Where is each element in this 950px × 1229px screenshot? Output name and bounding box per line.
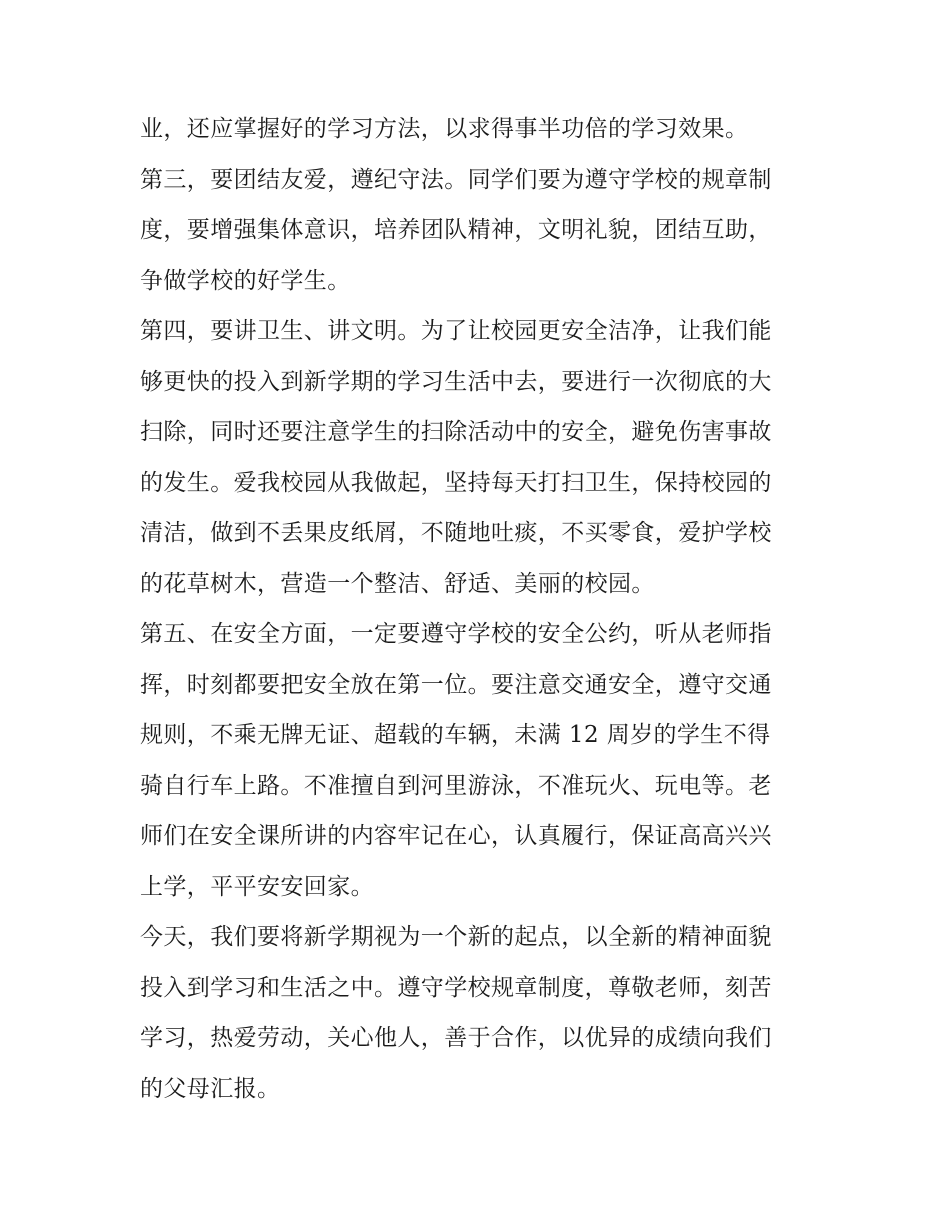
text-line: 争做学校的好学生。 xyxy=(140,267,351,294)
text-line: 业，还应掌握好的学习方法，以求得事半功倍的学习效果。 xyxy=(140,116,749,142)
text-line: 扫除，同时还要注意学生的扫除活动中的安全，避免伤害事故 xyxy=(140,419,772,445)
text-line: 骑自行车上路。不准擅自到河里游泳，不准玩火、玩电等。老 xyxy=(140,772,772,799)
text-line: 投入到学习和生活之中。遵守学校规章制度，尊敬老师，刻苦 xyxy=(140,974,772,1001)
text-line: 上学，平平安安回家。 xyxy=(140,873,374,900)
text-line: 规则，不乘无牌无证、超载的车辆，未满 12 周岁的学生不得 xyxy=(140,722,771,748)
text-line: 学习，热爱劳动，关心他人，善于合作，以优异的成绩向我们 xyxy=(140,1025,772,1051)
text-line: 第五、在安全方面，一定要遵守学校的安全公约，听从老师指 xyxy=(140,621,772,647)
text-line: 挥，时刻都要把安全放在第一位。要注意交通安全，遵守交通 xyxy=(140,671,772,698)
text-line: 够更快的投入到新学期的学习生活中去，要进行一次彻底的大 xyxy=(140,368,772,395)
text-line: 今天，我们要将新学期视为一个新的起点，以全新的精神面貌 xyxy=(140,924,772,950)
text-line: 第四，要讲卫生、讲文明。为了让校园更安全洁净，让我们能 xyxy=(140,318,772,344)
body-text xyxy=(140,110,812,1120)
text-line: 第三，要团结友爱，遵纪守法。同学们要为遵守学校的规章制 xyxy=(140,166,772,193)
text-line: 师们在安全课所讲的内容牢记在心，认真履行，保证高高兴兴 xyxy=(140,823,772,849)
text-line: 度，要增强集体意识，培养团队精神，文明礼貌，团结互助， xyxy=(140,217,772,243)
text-line: 清洁，做到不丢果皮纸屑，不随地吐痰，不买零食，爱护学校 xyxy=(140,520,772,546)
text-line: 的发生。爱我校园从我做起，坚持每天打扫卫生，保持校园的 xyxy=(140,469,772,496)
text-line: 的父母汇报。 xyxy=(140,1075,281,1102)
text-line: 的花草树木，营造一个整洁、舒适、美丽的校园。 xyxy=(140,570,655,597)
